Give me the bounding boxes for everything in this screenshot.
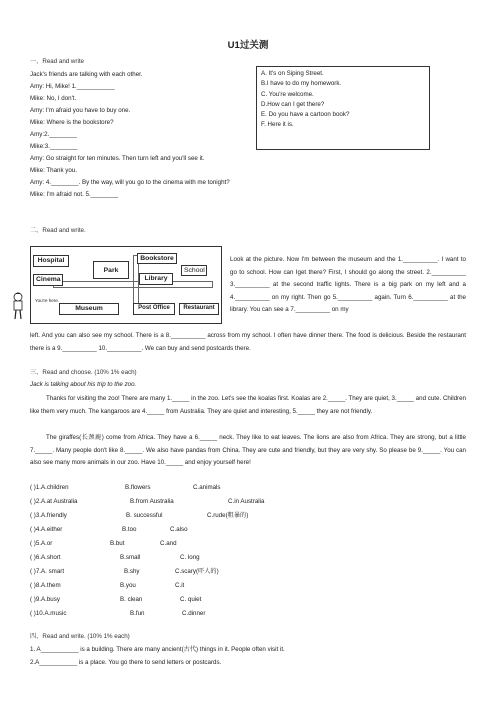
dialog-line: Mike: Where is the bookstore? <box>30 119 114 126</box>
choice-b: B. successful <box>126 512 163 519</box>
dialog-line: Mike: Thank you. <box>30 167 78 174</box>
option-item: F. Here it is. <box>261 121 294 129</box>
park-label: Park <box>93 261 129 279</box>
question-line: 1. A___________ is a building. There are many ancient(古代) things in it. People often visit it. <box>30 646 285 653</box>
option-item: D.How can I get there? <box>261 100 325 108</box>
dialog-line: Amy:2.________ <box>30 131 77 138</box>
choice-b: B. clean <box>120 596 143 603</box>
choice-b: B.shy <box>124 568 140 575</box>
choice-b: B.flowers <box>125 484 151 491</box>
choice-num: ( )2.A.at Australia <box>30 498 78 505</box>
dialog-line: Amy: Go straight for ten minutes. Then turn left and you'll see it. <box>30 155 205 162</box>
cinema-label: Cinema <box>33 274 63 286</box>
choice-c: C.in Australia <box>228 498 265 505</box>
choice-c: C.and <box>160 540 177 547</box>
option-item: E. Do you have a cartoon book? <box>261 111 350 118</box>
choice-num: ( )5.A.or <box>30 540 53 547</box>
choice-num: ( )4.A.either <box>30 526 63 533</box>
choice-c: C. long <box>180 554 200 561</box>
choice-b: B.but <box>110 540 125 547</box>
library-label: Library <box>139 273 173 285</box>
restaurant-label: Restaurant <box>179 303 219 315</box>
dialog-line: Mike: I'm afraid not. 5.________ <box>30 191 119 198</box>
section3-subtitle: Jack is talking about his trip to the zoo. <box>30 381 137 388</box>
choice-c: C.scary(吓人的) <box>175 568 219 575</box>
choice-num: ( )7.A. smart <box>30 568 65 575</box>
choice-c: C.dinner <box>182 610 206 617</box>
page-title: U1过关测 <box>227 40 269 51</box>
hospital-label: Hospital <box>33 255 69 267</box>
question-line: 2.A___________ is a place. You go there to send letters or postcards. <box>30 659 222 666</box>
choice-b: B.small <box>120 554 141 561</box>
choice-b: B.fun <box>130 610 145 617</box>
section3-header: 三、Read and choose. (10% 1% each) <box>30 369 137 376</box>
dialog-line: Amy: 4.________. By the way, will you go to the cinema with me tonight? <box>30 179 230 186</box>
choice-num: ( )1.A.children <box>30 484 69 491</box>
post-office-label: Post Office <box>133 303 175 315</box>
school-label: School <box>181 265 207 276</box>
map-passage-part1: Look at the picture. Now I'm between the museum and the 1.__________. I want to go to school. How can Iget there? First, I should go along the street. 2.__________ 3.__________ at the second traffic lights. There is a big park on my left and a 4.__________ on my right. Then go 5.__________ again. Turn 6.__________ at the library. You can see a 7.__________ on my <box>230 256 466 313</box>
option-item: B.I have to do my homework. <box>261 80 342 88</box>
choice-num: ( )9.A.busy <box>30 596 60 603</box>
bookstore-label: Bookstore <box>137 253 177 264</box>
dialog-line: Mike:3.________ <box>30 143 78 150</box>
zoo-paragraph-1: Thanks for visiting the zoo! There are many 1._____ in the zoo. Let's see the koalas first. Koalas are 2._____. They are quiet, 3._____ and cute. Children like them very much. The kangaroos are 4._____ from Australia. They are quiet and interesting, 5._____ they are not friendly. <box>30 395 466 415</box>
choice-c: C.animals <box>193 484 221 491</box>
option-item: A. It's on Siping Street. <box>261 70 324 77</box>
choice-num: ( )10.A.music <box>30 610 67 617</box>
zoo-paragraph-2: The giraffes(长颈鹿) come from Africa. They have a 6._____ neck. They like to eat leaves. The lions are also from Africa. They are strong, but a little 7._____. Many people don't like 8._____. We also have pandas from China. They are cute and friendly, but they are very shy. So please be 9._____. You can also see many more animals in our zoo. Have 10._____ and enjoy yourself here! <box>30 434 466 466</box>
choice-b: B.too <box>122 526 137 533</box>
map-passage-part2: left. And you can also see my school. There is a 8.__________ across from my school. I often have dinner there. The food is delicious. Beside the restaurant there is a 9.__________ 10.__________. We can buy and send postcards there. <box>30 332 466 352</box>
dialog-line: Jack's friends are talking with each other. <box>30 71 143 78</box>
choice-num: ( )6.A.short <box>30 554 61 561</box>
dialog-line: Amy: Hi, Mike! 1.___________ <box>30 83 115 90</box>
section2-header: 二、Read and write. <box>30 227 86 234</box>
choice-num: ( )3.A.friendly <box>30 512 67 519</box>
boy-figure-icon <box>10 292 26 322</box>
dialog-line: Amy: I'm afraid you have to buy one. <box>30 107 131 114</box>
choice-c: C.it <box>175 582 185 589</box>
choice-num: ( )8.A.them <box>30 582 61 589</box>
you-are-here-label: You're here. <box>35 298 59 303</box>
dialog-line: Mike: No, I don't. <box>30 95 77 102</box>
choice-b: B.you <box>120 582 136 589</box>
choice-c: C.rude(粗暴的) <box>207 512 249 519</box>
choice-b: B.from Australia <box>130 498 174 505</box>
section4-header: 四、Read and write. (10% 1% each) <box>30 633 130 640</box>
choice-c: C.also <box>170 526 188 533</box>
street-map <box>30 246 222 324</box>
museum-label: Museum <box>59 303 119 315</box>
choice-c: C. quiet <box>180 596 202 603</box>
option-item: C. You're welcome. <box>261 90 314 98</box>
options-box <box>256 66 430 150</box>
section1-header: 一、Read and write <box>30 58 84 65</box>
